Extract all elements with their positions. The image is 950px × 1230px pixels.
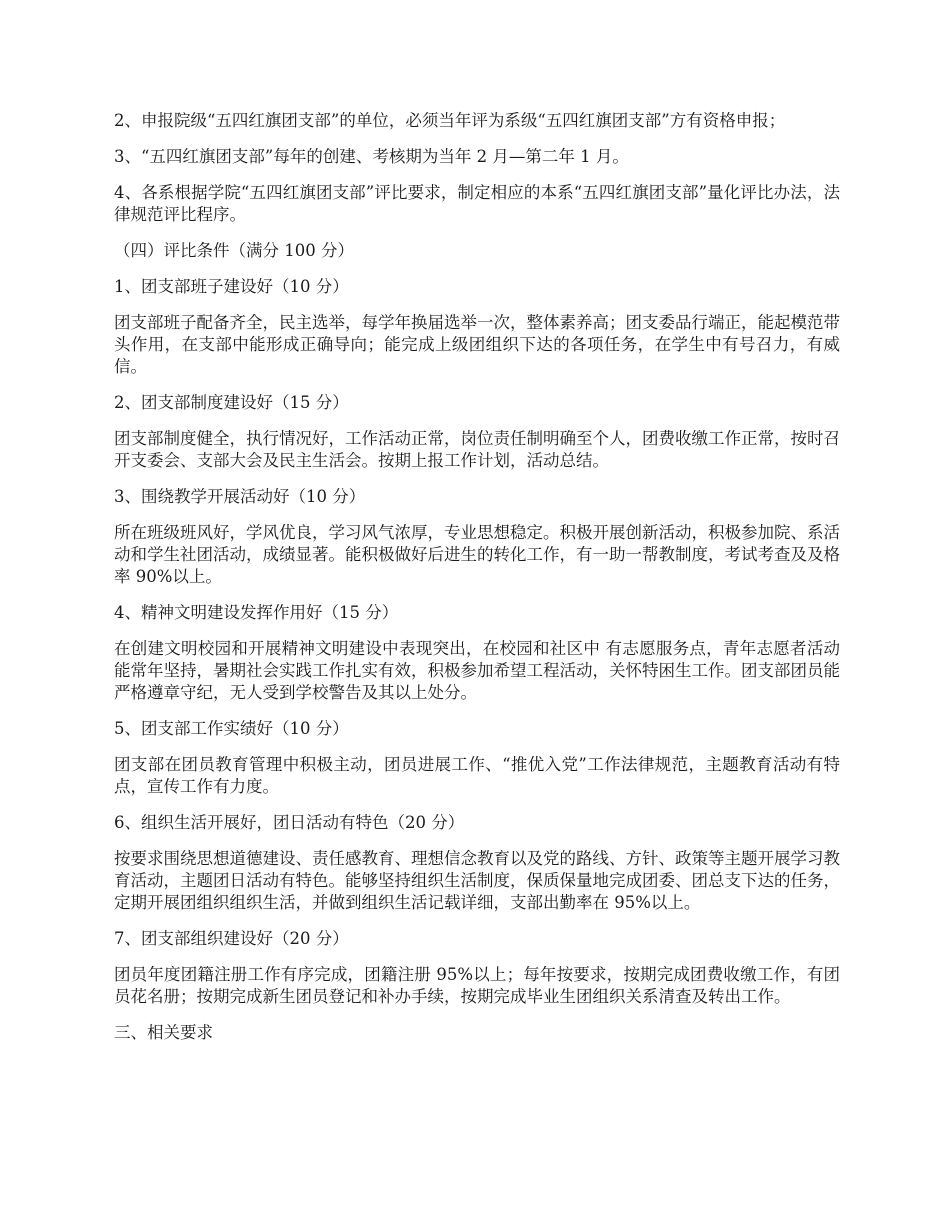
section-heading-requirements: 三、相关要求 — [114, 1023, 213, 1042]
criterion-body-4: 在创建文明校园和开展精神文明建设中表现突出，在校园和社区中 有志愿服务点，青年志愿者活动能常年坚持，暑期社会实践工作扎实有效，积极参加希望工程活动，关怀特困生工作。团支部团员能严格遵章守纪，无人受到学校警告及其以上处分。 — [114, 639, 840, 702]
paragraph-assessment-period: 3、“五四红旗团支部”每年的创建、考核期为当年 2 月—第二年 1 月。 — [114, 147, 629, 166]
criterion-body-6: 按要求围绕思想道德建设、责任感教育、理想信念教育以及党的路线、方针、政策等主题开展学习教育活动，主题团日活动有特色。能够坚持组织生活制度，保质保量地完成团委、团总支下达的任务，定期开展团组织组织生活，并做到组织生活记载详细，支部出勤率在 95%以上。 — [114, 849, 840, 912]
document-page — [114, 110, 840, 1058]
criterion-body-3: 所在班级班风好，学风优良，学习风气浓厚，专业思想稳定。积极开展创新活动，积极参加院、系活动和学生社团活动，成绩显著。能积极做好后进生的转化工作，有一助一帮教制度，考试考查及及格率 90%以上。 — [114, 523, 840, 586]
criterion-heading-4: 4、精神文明建设发挥作用好（15 分） — [114, 603, 399, 622]
criterion-heading-2: 2、团支部制度建设好（15 分） — [114, 393, 349, 412]
criterion-body-1: 团支部班子配备齐全，民主选举，每学年换届选举一次，整体素养高；团支委品行端正，能起模范带头作用，在支部中能形成正确导向；能完成上级团组织下达的各项任务，在学生中有号召力，有威信。 — [114, 313, 840, 376]
criterion-body-7: 团员年度团籍注册工作有序完成，团籍注册 95%以上；每年按要求，按期完成团费收缴工作，有团员花名册；按期完成新生团员登记和补办手续，按期完成毕业生团组织关系清查及转出工作。 — [114, 965, 840, 1006]
criterion-body-2: 团支部制度健全，执行情况好，工作活动正常，岗位责任制明确至个人，团费收缴工作正常，按时召开支委会、支部大会及民主生活会。按期上报工作计划，活动总结。 — [114, 429, 840, 470]
section-heading-criteria: （四）评比条件（满分 100 分） — [114, 241, 354, 260]
criterion-heading-6: 6、组织生活开展好，团日活动有特色（20 分） — [114, 813, 465, 832]
criterion-heading-3: 3、围绕教学开展活动好（10 分） — [114, 487, 366, 506]
paragraph-application-rule: 2、申报院级“五四红旗团支部”的单位，必须当年评为系级“五四红旗团支部”方有资格申报； — [114, 111, 786, 130]
criterion-heading-5: 5、团支部工作实绩好（10 分） — [114, 719, 349, 738]
criterion-heading-7: 7、团支部组织建设好（20 分） — [114, 929, 349, 948]
criterion-heading-1: 1、团支部班子建设好（10 分） — [114, 277, 349, 296]
paragraph-department-rules: 4、各系根据学院“五四红旗团支部”评比要求，制定相应的本系“五四红旗团支部”量化评比办法，法律规范评比程序。 — [114, 183, 840, 224]
criterion-body-5: 团支部在团员教育管理中积极主动，团员进展工作、“推优入党”工作法律规范，主题教育活动有特点，宣传工作有力度。 — [114, 755, 840, 796]
